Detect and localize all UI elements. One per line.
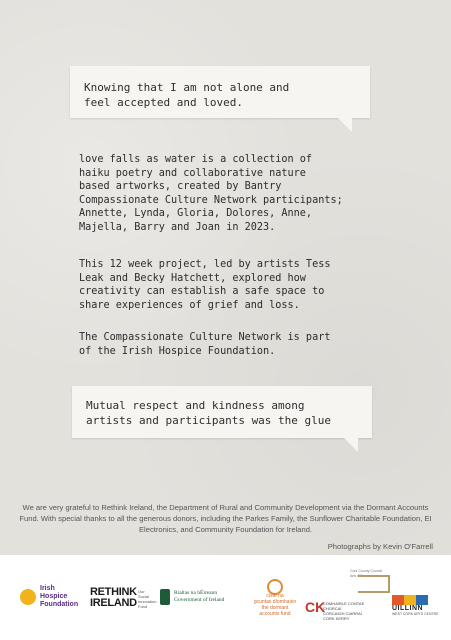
quote-text: Knowing that I am not alone and feel accepted and loved. <box>84 81 290 109</box>
logo-text: COMHAIRLE CONTAE CHORCAÍ CORCAIGH CIARRAÍ CORK KERRY <box>323 601 365 621</box>
logo-subtext: WEST CORK ARTS CENTRE <box>392 612 439 616</box>
ck-mark: CK <box>305 599 326 615</box>
logo-text: UILLINN <box>392 605 424 612</box>
logo-text: Rialtas na hÉireann Government of Ireland <box>174 590 225 603</box>
logo-text: RETHINK IRELAND <box>90 586 137 609</box>
uillinn-logo <box>392 595 439 616</box>
sponsor-logos <box>0 565 451 625</box>
quote-bubble-bottom <box>72 386 372 438</box>
harp-icon <box>160 589 170 605</box>
speech-tail <box>338 118 352 132</box>
project-paragraph: This 12 week project, led by artists Tess Leak and Becky Hatchett, explored how creativity can establish a safe space to share experiences of grief and loss. <box>79 259 331 311</box>
color-bar-icon <box>392 595 428 605</box>
quote-text: Mutual respect and kindness among artists and participants was the glue <box>86 399 332 427</box>
arts-office-mark-icon <box>358 575 390 593</box>
sunflower-icon <box>20 589 36 605</box>
description-paragraph: love falls as water is a collection of haiku poetry and collaborative nature based artworks, created by Bantry Compassionate Culture Network participants; Annette, Lynda, Gloria, Dolores, Anne, Majella, Barry and Joan in 2023. <box>79 154 343 233</box>
quote-bubble-top <box>70 66 370 118</box>
logo-text: ciste na gcuntas díomhaoin the dormant accounts fund <box>253 593 297 617</box>
logo-text: Irish Hospice Foundation <box>40 585 79 608</box>
rethink-ireland-logo <box>90 586 157 609</box>
speech-tail <box>344 438 358 452</box>
logo-text: Cork County Council Arts Office <box>350 569 383 578</box>
funding-credits: We are very grateful to Rethink Ireland, the Department of Rural and Community Development via the Dormant Accounts Fund. With special thanks to all the generous donors, including the Parkes Family, the Sunflower Charitable Foundation, EI Electronics, and Community Foundation for Ireland. <box>19 503 432 534</box>
photo-credit: Photographs by Kevin O'Farrell <box>327 542 433 551</box>
logo-subtext: Our Social Innovation Fund <box>138 589 157 609</box>
network-paragraph: The Compassionate Culture Network is part of the Irish Hospice Foundation. <box>79 332 331 357</box>
